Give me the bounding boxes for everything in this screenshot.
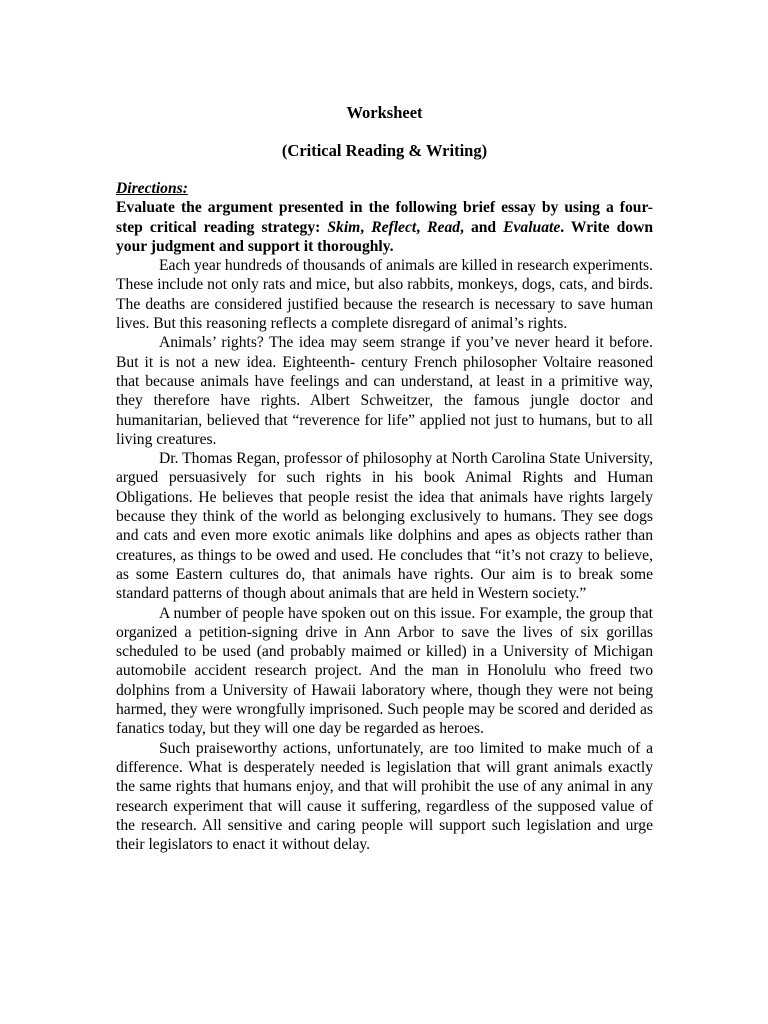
directions-instructions xyxy=(116,198,653,256)
instructions-text-part2: . Write down your judgment and support it thoroughly. xyxy=(116,218,654,255)
step-read: Read xyxy=(427,218,461,236)
worksheet-page xyxy=(116,103,653,854)
page-subtitle: (Critical Reading & Writing) xyxy=(281,141,488,160)
essay-paragraph-3: Dr. Thomas Regan, professor of philosophy at North Carolina State University, argued persuasively for such rights in his book Animal Rights and Human Obligations. He believes that people resist the idea that animals have rights largely because they think of the world as belonging exclusively to humans. They see dogs and cats and even more exotic animals like dolphins and apes as objects rather than creatures, as things to be owed and used. He concludes that “it’s not crazy to believe, as some Eastern cultures do, that animals have rights. Our aim is to break some standard patterns of though about animals that are held in Western society.” xyxy=(116,450,653,603)
page-title: Worksheet xyxy=(346,103,423,122)
essay-paragraph-5: Such praiseworthy actions, unfortunately, are too limited to make much of a difference. What is desperately needed is legislation that will grant animals exactly the same rights that humans enjoy, and that will prohibit the use of any animal in any research experiment that will cause it suffering, regardless of the supposed value of the research. All sensitive and caring people will support such legislation and urge their legislators to enact it without delay. xyxy=(116,739,653,854)
essay-paragraph-2: Animals’ rights? The idea may seem strange if you’ve never heard it before. But it is not a new idea. Eighteenth- century French philosopher Voltaire reasoned that because animals have feelings and can understand, at least in a primitive way, they therefore have rights. Albert Schweitzer, the famous jungle doctor and humanitarian, believed that “reverence for life” applied not just to humans, but to all living creatures. xyxy=(116,334,653,448)
essay-paragraph-4: A number of people have spoken out on this issue. For example, the group that organized a petition-signing drive in Ann Arbor to save the lives of six gorillas scheduled to be used (and probably maimed or killed) in a University of Michigan automobile accident research project. And the man in Honolulu who freed two dolphins from a University of Hawaii laboratory where, though they were not being harmed, they were wrongfully imprisoned. Such people may be scored and derided as fanatics today, but they will one day be regarded as heroes. xyxy=(116,604,653,738)
instructions-text-part1: Evaluate the argument presented in the following brief essay by using a four-step critical reading strategy: xyxy=(116,199,653,236)
essay-paragraph-1: Each year hundreds of thousands of animals are killed in research experiments. These include not only rats and mice, but also rabbits, monkeys, dogs, cats, and birds. The deaths are considered justified because the research is necessary to save human lives. But this reasoning reflects a complete disregard of animal’s rights. xyxy=(116,257,653,333)
essay-body xyxy=(116,256,653,854)
step-evaluate: Evaluate xyxy=(503,218,561,236)
instructions-separator: , xyxy=(360,218,372,236)
directions-label: Directions: xyxy=(116,180,188,197)
instructions-separator: , and xyxy=(460,218,504,236)
instructions-separator: , xyxy=(416,218,428,236)
step-reflect: Reflect xyxy=(371,218,417,236)
step-skim: Skim xyxy=(327,218,361,236)
